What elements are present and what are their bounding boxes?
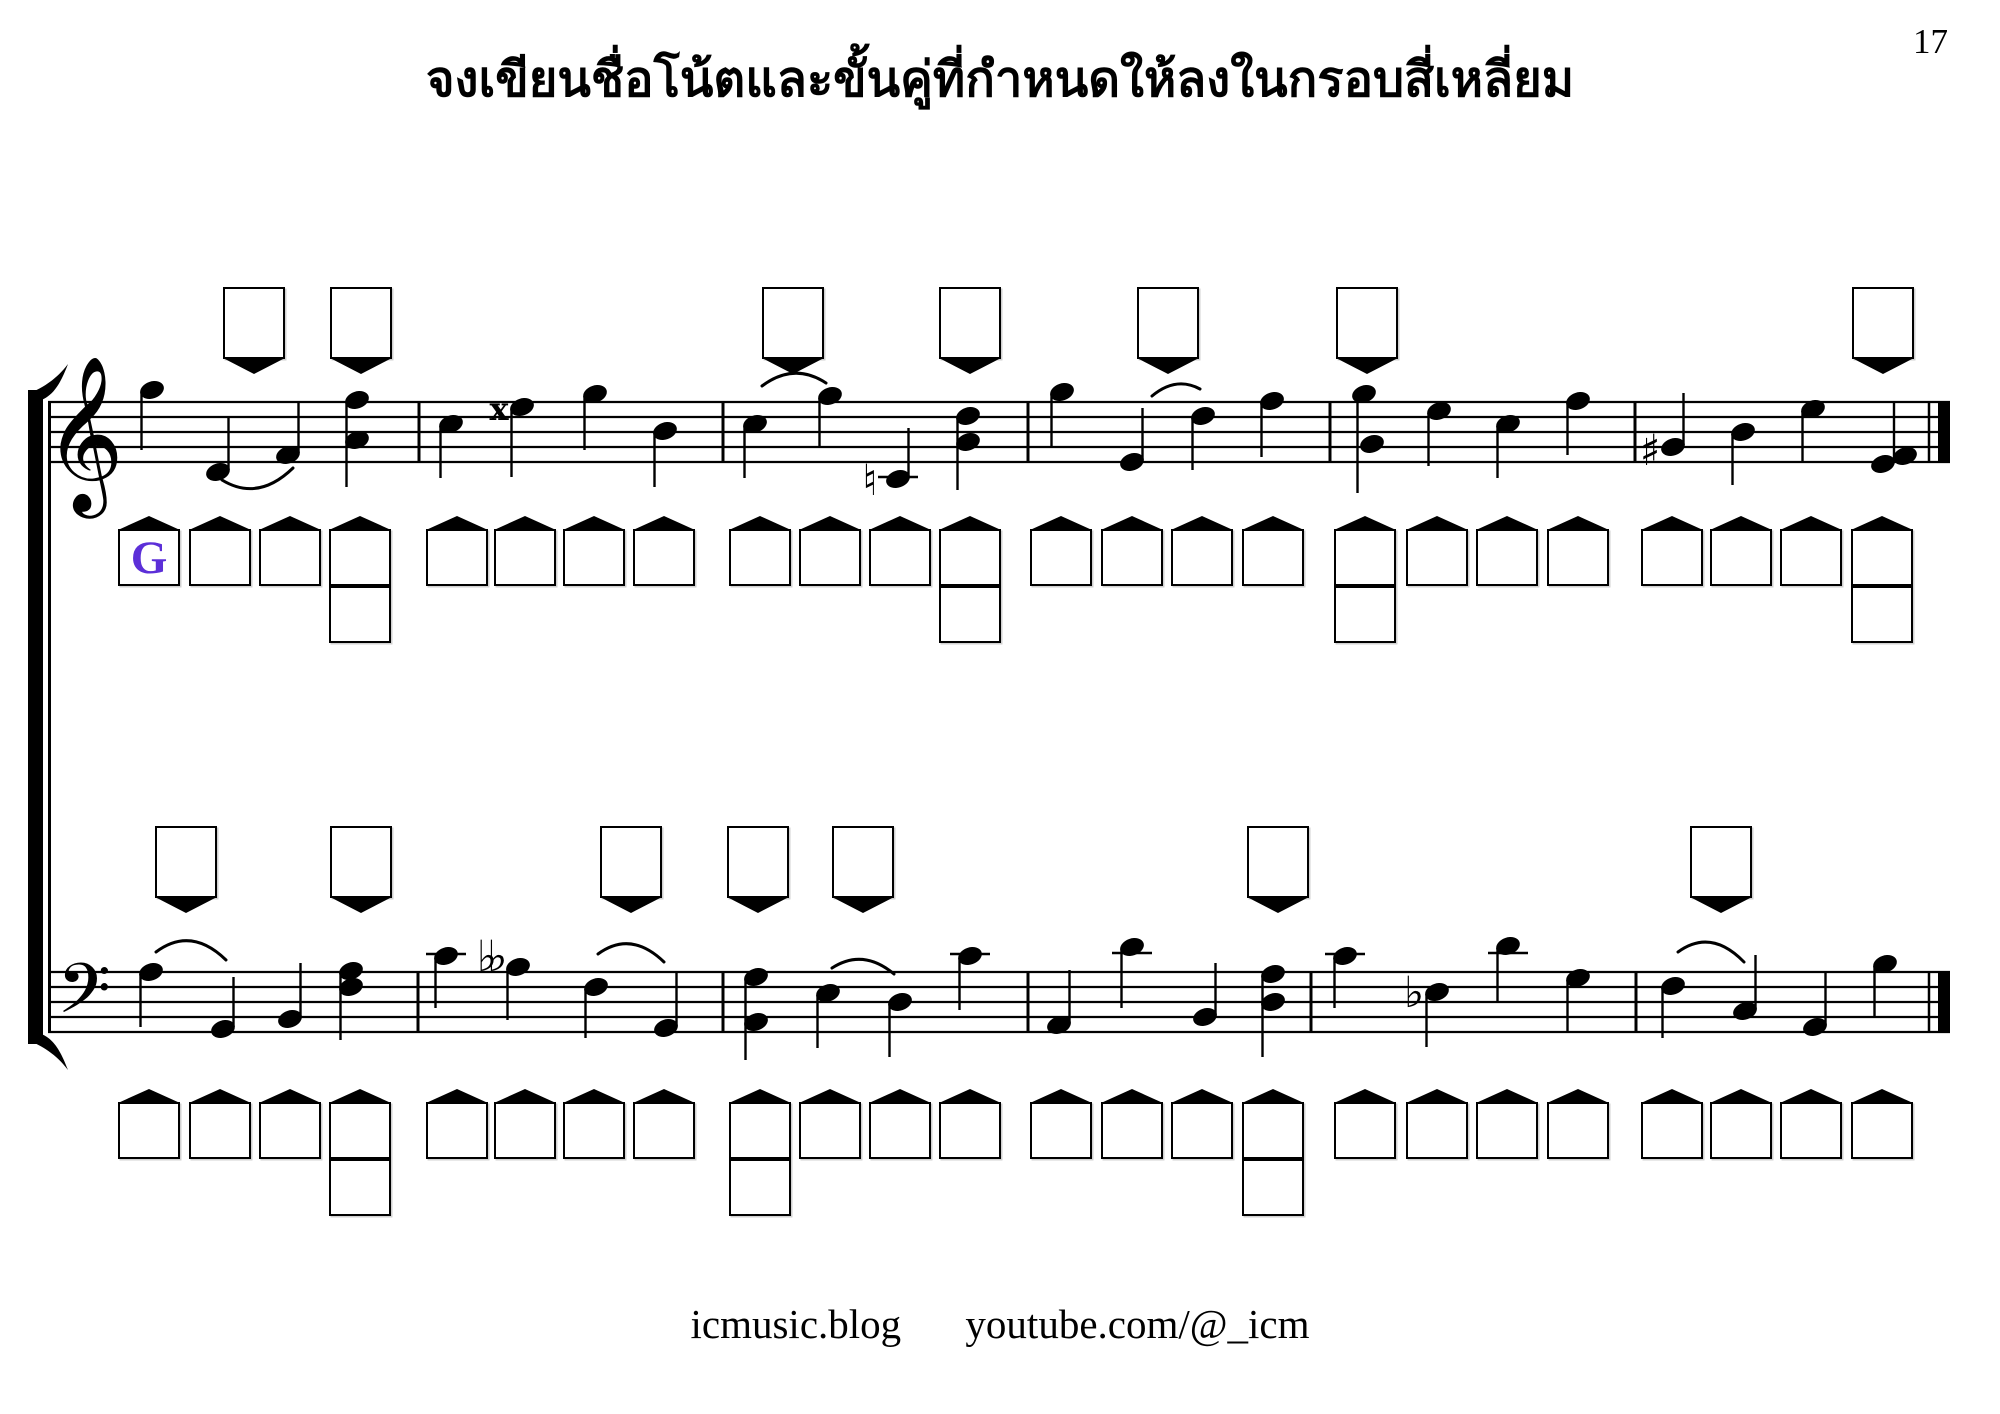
note-box-treble-18[interactable] <box>1406 529 1468 586</box>
pointer-up-icon <box>426 516 488 530</box>
note-box-treble-8[interactable] <box>633 529 695 586</box>
note-box-bass-5[interactable] <box>426 1102 488 1159</box>
pointer-up-icon <box>494 516 556 530</box>
interval-box-bass-above-1[interactable] <box>155 826 217 898</box>
note <box>1045 970 1074 1037</box>
pointer-up-icon <box>259 516 321 530</box>
pointer-up-icon <box>329 516 391 530</box>
note <box>426 944 466 1008</box>
interval-box-treble-above-3[interactable] <box>762 287 824 359</box>
pointer-up-icon <box>1476 1089 1538 1103</box>
note-box-bass-18[interactable] <box>1406 1102 1468 1159</box>
note-box-bass-13[interactable] <box>1030 1102 1092 1159</box>
pointer-up-icon <box>1334 1089 1396 1103</box>
note-box-treble-22[interactable] <box>1710 529 1772 586</box>
pointer-down-icon <box>223 358 285 374</box>
note <box>1801 972 1830 1039</box>
slur <box>598 944 664 962</box>
note-box-treble-4-extension-cell[interactable] <box>329 586 391 643</box>
worksheet-title: จงเขียนชื่อโน้ตและขั้นคู่ที่กำหนดให้ลงในกรอบสี่เหลี่ยม <box>425 52 1575 107</box>
pointer-down-icon <box>1137 358 1199 374</box>
pointer-up-icon <box>1406 1089 1468 1103</box>
pointer-up-icon <box>633 516 695 530</box>
note <box>741 412 770 478</box>
pointer-down-icon <box>1336 358 1398 374</box>
note-box-bass-1[interactable] <box>118 1102 180 1159</box>
system-bracket <box>28 390 43 1044</box>
pointer-up-icon <box>633 1089 695 1103</box>
note <box>274 403 303 467</box>
note-box-treble-17-extension-cell[interactable] <box>1334 586 1396 643</box>
note-box-treble-16[interactable] <box>1242 529 1304 586</box>
note <box>1729 420 1758 485</box>
interval-box-bass-above-5[interactable] <box>832 826 894 898</box>
note <box>1404 968 1451 1047</box>
final-barline <box>1938 971 1950 1033</box>
interval-box-treble-above-7[interactable] <box>1852 287 1914 359</box>
note <box>1488 934 1528 1002</box>
pointer-down-icon <box>939 358 1001 374</box>
pointer-up-icon <box>563 516 625 530</box>
note-box-bass-4[interactable] <box>329 1102 391 1159</box>
note <box>1799 397 1828 462</box>
pointer-up-icon <box>494 1089 556 1103</box>
note-box-bass-20[interactable] <box>1547 1102 1609 1159</box>
pointer-up-icon <box>1242 516 1304 530</box>
note-box-bass-12[interactable] <box>939 1102 1001 1159</box>
note-box-bass-17[interactable] <box>1334 1102 1396 1159</box>
interval-box-treble-above-6[interactable] <box>1336 287 1398 359</box>
note <box>1325 944 1365 1008</box>
note <box>742 965 771 1060</box>
note-box-treble-20[interactable] <box>1547 529 1609 586</box>
note <box>1048 380 1077 448</box>
pointer-up-icon <box>1406 516 1468 530</box>
note <box>437 412 466 478</box>
note-box-treble-3[interactable] <box>259 529 321 586</box>
interval-box-treble-above-5[interactable] <box>1137 287 1199 359</box>
interval-box-treble-above-4[interactable] <box>939 287 1001 359</box>
note <box>489 390 536 477</box>
accidental: ♭ <box>1403 968 1425 1018</box>
note <box>1564 389 1593 455</box>
slur <box>1678 942 1744 962</box>
interval-box-treble-above-2[interactable] <box>330 287 392 359</box>
note <box>886 990 915 1057</box>
note-box-bass-10[interactable] <box>799 1102 861 1159</box>
footer <box>0 1300 2000 1348</box>
pointer-up-icon <box>1030 1089 1092 1103</box>
note <box>582 975 611 1038</box>
pointer-up-icon <box>1641 1089 1703 1103</box>
note <box>950 944 990 1010</box>
note <box>1494 412 1523 478</box>
note-box-bass-4-extension-cell[interactable] <box>329 1159 391 1216</box>
note-box-treble-15[interactable] <box>1171 529 1233 586</box>
note-box-bass-22[interactable] <box>1710 1102 1772 1159</box>
interval-box-treble-above-1[interactable] <box>223 287 285 359</box>
pointer-up-icon <box>729 1089 791 1103</box>
note-box-bass-21[interactable] <box>1641 1102 1703 1159</box>
pointer-up-icon <box>1334 516 1396 530</box>
accidental: ♭♭ <box>476 932 498 982</box>
pointer-down-icon <box>727 897 789 913</box>
note-box-bass-16[interactable] <box>1242 1102 1304 1159</box>
note <box>1259 962 1288 1057</box>
note-box-treble-4[interactable] <box>329 529 391 586</box>
note <box>1640 393 1688 476</box>
pointer-up-icon <box>189 1089 251 1103</box>
pointer-down-icon <box>600 897 662 913</box>
note-box-bass-15[interactable] <box>1171 1102 1233 1159</box>
interval-box-bass-above-6[interactable] <box>1247 826 1309 898</box>
note-box-treble-1[interactable] <box>118 529 180 586</box>
note <box>1869 403 1920 476</box>
pointer-up-icon <box>1710 1089 1772 1103</box>
slur <box>762 373 826 386</box>
note-box-bass-11[interactable] <box>869 1102 931 1159</box>
pointer-up-icon <box>869 1089 931 1103</box>
pointer-down-icon <box>832 897 894 913</box>
note <box>1871 952 1900 1018</box>
note-box-treble-7[interactable] <box>563 529 625 586</box>
pointer-up-icon <box>1101 516 1163 530</box>
pointer-up-icon <box>939 516 1001 530</box>
note <box>862 428 918 506</box>
pointer-up-icon <box>189 516 251 530</box>
note-box-treble-12-extension-cell[interactable] <box>939 586 1001 643</box>
note <box>814 981 843 1048</box>
note <box>343 388 372 487</box>
pointer-up-icon <box>729 516 791 530</box>
note-box-treble-12[interactable] <box>939 529 1001 586</box>
accidental: ♯ <box>1639 426 1661 476</box>
pointer-up-icon <box>1710 516 1772 530</box>
interval-box-bass-above-7[interactable] <box>1690 826 1752 898</box>
slur <box>1152 384 1200 396</box>
note-box-treble-14[interactable] <box>1101 529 1163 586</box>
pointer-up-icon <box>1780 1089 1842 1103</box>
note-box-bass-24[interactable] <box>1851 1102 1913 1159</box>
pointer-up-icon <box>1101 1089 1163 1103</box>
note-box-bass-16-extension-cell[interactable] <box>1242 1159 1304 1216</box>
note-box-bass-3[interactable] <box>259 1102 321 1159</box>
pointer-up-icon <box>869 516 931 530</box>
pointer-down-icon <box>1690 897 1752 913</box>
slur <box>156 941 226 960</box>
pointer-down-icon <box>1852 358 1914 374</box>
pointer-up-icon <box>1851 1089 1913 1103</box>
note <box>477 932 533 1020</box>
pointer-up-icon <box>259 1089 321 1103</box>
footer-youtube: youtube.com/@_icm <box>965 1301 1310 1347</box>
bass-staff <box>48 932 1950 1060</box>
pointer-up-icon <box>118 1089 180 1103</box>
pointer-up-icon <box>1171 516 1233 530</box>
note-box-bass-19[interactable] <box>1476 1102 1538 1159</box>
prefilled-note-name: G <box>130 531 168 584</box>
note-box-treble-24-extension-cell[interactable] <box>1851 586 1913 643</box>
pointer-up-icon <box>799 1089 861 1103</box>
pointer-up-icon <box>1547 516 1609 530</box>
pointer-up-icon <box>563 1089 625 1103</box>
pointer-up-icon <box>1171 1089 1233 1103</box>
pointer-up-icon <box>1242 1089 1304 1103</box>
note-box-treble-6[interactable] <box>494 529 556 586</box>
note-box-treble-9[interactable] <box>729 529 791 586</box>
note <box>1731 955 1760 1023</box>
interval-box-bass-above-2[interactable] <box>330 826 392 898</box>
pointer-down-icon <box>330 358 392 374</box>
final-barline <box>1938 401 1950 463</box>
treble-clef-icon: 𝄞 <box>44 354 124 512</box>
note-box-bass-2[interactable] <box>189 1102 251 1159</box>
note-box-treble-17[interactable] <box>1334 529 1396 586</box>
note <box>652 973 681 1040</box>
note-box-treble-24[interactable] <box>1851 529 1913 586</box>
pointer-down-icon <box>762 358 824 374</box>
note-box-bass-8[interactable] <box>633 1102 695 1159</box>
pointer-down-icon <box>330 897 392 913</box>
note <box>204 417 233 484</box>
note-box-bass-7[interactable] <box>563 1102 625 1159</box>
slur <box>222 468 293 489</box>
note-box-treble-13[interactable] <box>1030 529 1092 586</box>
note-box-treble-10[interactable] <box>799 529 861 586</box>
note-box-treble-23[interactable] <box>1780 529 1842 586</box>
pointer-up-icon <box>1641 516 1703 530</box>
note <box>1350 382 1387 493</box>
pointer-up-icon <box>1780 516 1842 530</box>
note-box-bass-14[interactable] <box>1101 1102 1163 1159</box>
accidental: ♮ <box>862 456 878 506</box>
note-box-treble-19[interactable] <box>1476 529 1538 586</box>
accidental: x <box>489 390 509 428</box>
treble-staff <box>44 355 1950 519</box>
page-number: 17 <box>1913 22 1948 61</box>
pointer-up-icon <box>1476 516 1538 530</box>
pointer-up-icon <box>329 1089 391 1103</box>
note-box-treble-11[interactable] <box>869 529 931 586</box>
pointer-up-icon <box>118 516 180 530</box>
note <box>276 963 305 1031</box>
note-box-bass-6[interactable] <box>494 1102 556 1159</box>
pointer-up-icon <box>426 1089 488 1103</box>
pointer-up-icon <box>1851 516 1913 530</box>
note-box-treble-5[interactable] <box>426 529 488 586</box>
pointer-up-icon <box>799 516 861 530</box>
bass-clef-icon: 𝄢 <box>56 948 112 1046</box>
pointer-down-icon <box>1247 897 1309 913</box>
note-box-bass-23[interactable] <box>1780 1102 1842 1159</box>
note-box-treble-21[interactable] <box>1641 529 1703 586</box>
note-box-bass-9[interactable] <box>729 1102 791 1159</box>
note <box>651 419 680 487</box>
pointer-up-icon <box>1030 516 1092 530</box>
pointer-up-icon <box>1547 1089 1609 1103</box>
note-box-treble-2[interactable] <box>189 529 251 586</box>
note <box>1189 404 1218 470</box>
pointer-down-icon <box>155 897 217 913</box>
pointer-up-icon <box>939 1089 1001 1103</box>
footer-website: icmusic.blog <box>690 1301 902 1347</box>
note-box-bass-9-extension-cell[interactable] <box>729 1159 791 1216</box>
note <box>1564 966 1593 1032</box>
note <box>1659 974 1688 1038</box>
note <box>337 959 366 1040</box>
interval-box-bass-above-4[interactable] <box>727 826 789 898</box>
interval-box-bass-above-3[interactable] <box>600 826 662 898</box>
note <box>138 378 167 450</box>
